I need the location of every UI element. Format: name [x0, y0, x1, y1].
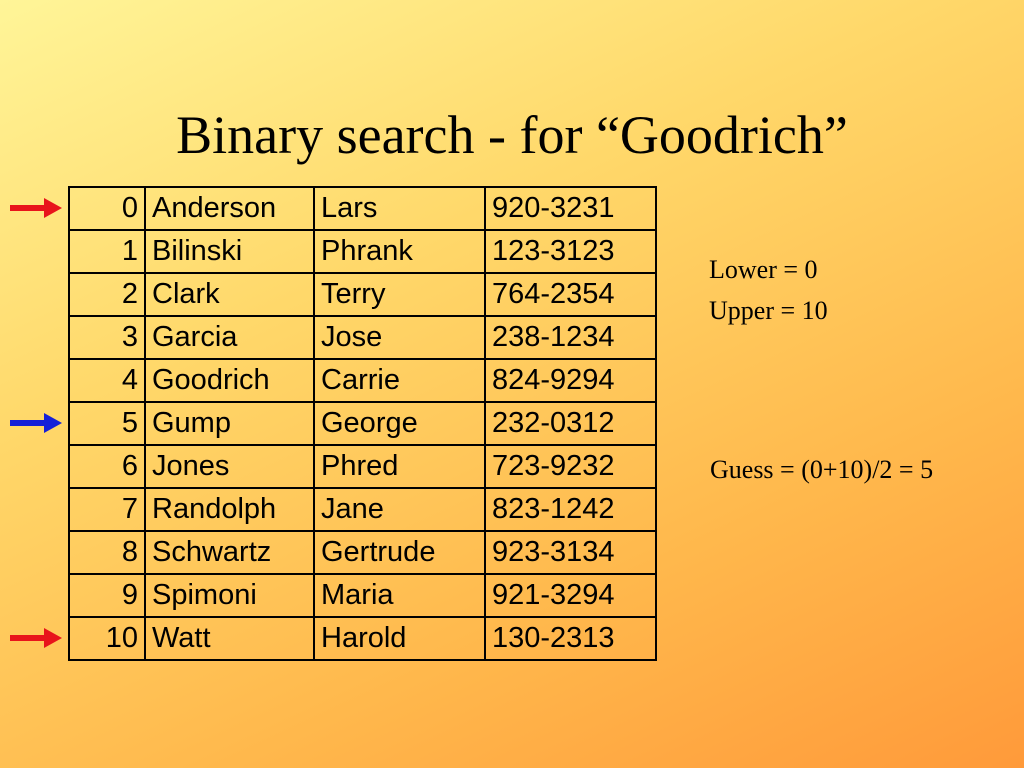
- row-index-cell: 6: [69, 445, 145, 488]
- row-index-cell: 2: [69, 273, 145, 316]
- last-name-cell: Clark: [145, 273, 314, 316]
- phone-cell: 823-1242: [485, 488, 656, 531]
- last-name-cell: Watt: [145, 617, 314, 660]
- upper-bound-note: Upper = 10: [709, 296, 828, 325]
- first-name-cell: Harold: [314, 617, 485, 660]
- last-name-cell: Bilinski: [145, 230, 314, 273]
- first-name-cell: Lars: [314, 187, 485, 230]
- row-index-cell: 1: [69, 230, 145, 273]
- slide-title: Binary search - for “Goodrich”: [176, 105, 848, 165]
- phone-cell: 232-0312: [485, 402, 656, 445]
- row-index-cell: 0: [69, 187, 145, 230]
- first-name-cell: Maria: [314, 574, 485, 617]
- table-row: [69, 359, 656, 402]
- last-name-cell: Schwartz: [145, 531, 314, 574]
- row-index-cell: 9: [69, 574, 145, 617]
- phone-cell: 920-3231: [485, 187, 656, 230]
- phone-cell: 824-9294: [485, 359, 656, 402]
- first-name-cell: Phred: [314, 445, 485, 488]
- table-row: [69, 187, 656, 230]
- table-row: [69, 445, 656, 488]
- phone-cell: 238-1234: [485, 316, 656, 359]
- upper-pointer-arrow-icon: [10, 628, 62, 648]
- first-name-cell: Jose: [314, 316, 485, 359]
- row-index-cell: 3: [69, 316, 145, 359]
- table-row: [69, 531, 656, 574]
- phone-cell: 130-2313: [485, 617, 656, 660]
- last-name-cell: Anderson: [145, 187, 314, 230]
- last-name-cell: Jones: [145, 445, 314, 488]
- row-index-cell: 5: [69, 402, 145, 445]
- phone-cell: 923-3134: [485, 531, 656, 574]
- table-row: [69, 488, 656, 531]
- first-name-cell: George: [314, 402, 485, 445]
- row-index-cell: 10: [69, 617, 145, 660]
- records-table: [68, 186, 657, 661]
- guess-note: Guess = (0+10)/2 = 5: [710, 455, 934, 484]
- table-row: [69, 230, 656, 273]
- first-name-cell: Gertrude: [314, 531, 485, 574]
- phone-cell: 123-3123: [485, 230, 656, 273]
- last-name-cell: Gump: [145, 402, 314, 445]
- last-name-cell: Garcia: [145, 316, 314, 359]
- guess-pointer-arrow-icon: [10, 413, 62, 433]
- row-index-cell: 4: [69, 359, 145, 402]
- last-name-cell: Spimoni: [145, 574, 314, 617]
- phone-cell: 723-9232: [485, 445, 656, 488]
- last-name-cell: Randolph: [145, 488, 314, 531]
- first-name-cell: Carrie: [314, 359, 485, 402]
- records-table-body: [69, 187, 656, 660]
- table-row: [69, 316, 656, 359]
- first-name-cell: Jane: [314, 488, 485, 531]
- lower-pointer-arrow-icon: [10, 198, 62, 218]
- table-row: [69, 574, 656, 617]
- phone-cell: 921-3294: [485, 574, 656, 617]
- first-name-cell: Phrank: [314, 230, 485, 273]
- last-name-cell: Goodrich: [145, 359, 314, 402]
- lower-bound-note: Lower = 0: [709, 255, 818, 284]
- table-row: [69, 273, 656, 316]
- phone-cell: 764-2354: [485, 273, 656, 316]
- table-row: [69, 617, 656, 660]
- row-index-cell: 7: [69, 488, 145, 531]
- row-index-cell: 8: [69, 531, 145, 574]
- table-row: [69, 402, 656, 445]
- first-name-cell: Terry: [314, 273, 485, 316]
